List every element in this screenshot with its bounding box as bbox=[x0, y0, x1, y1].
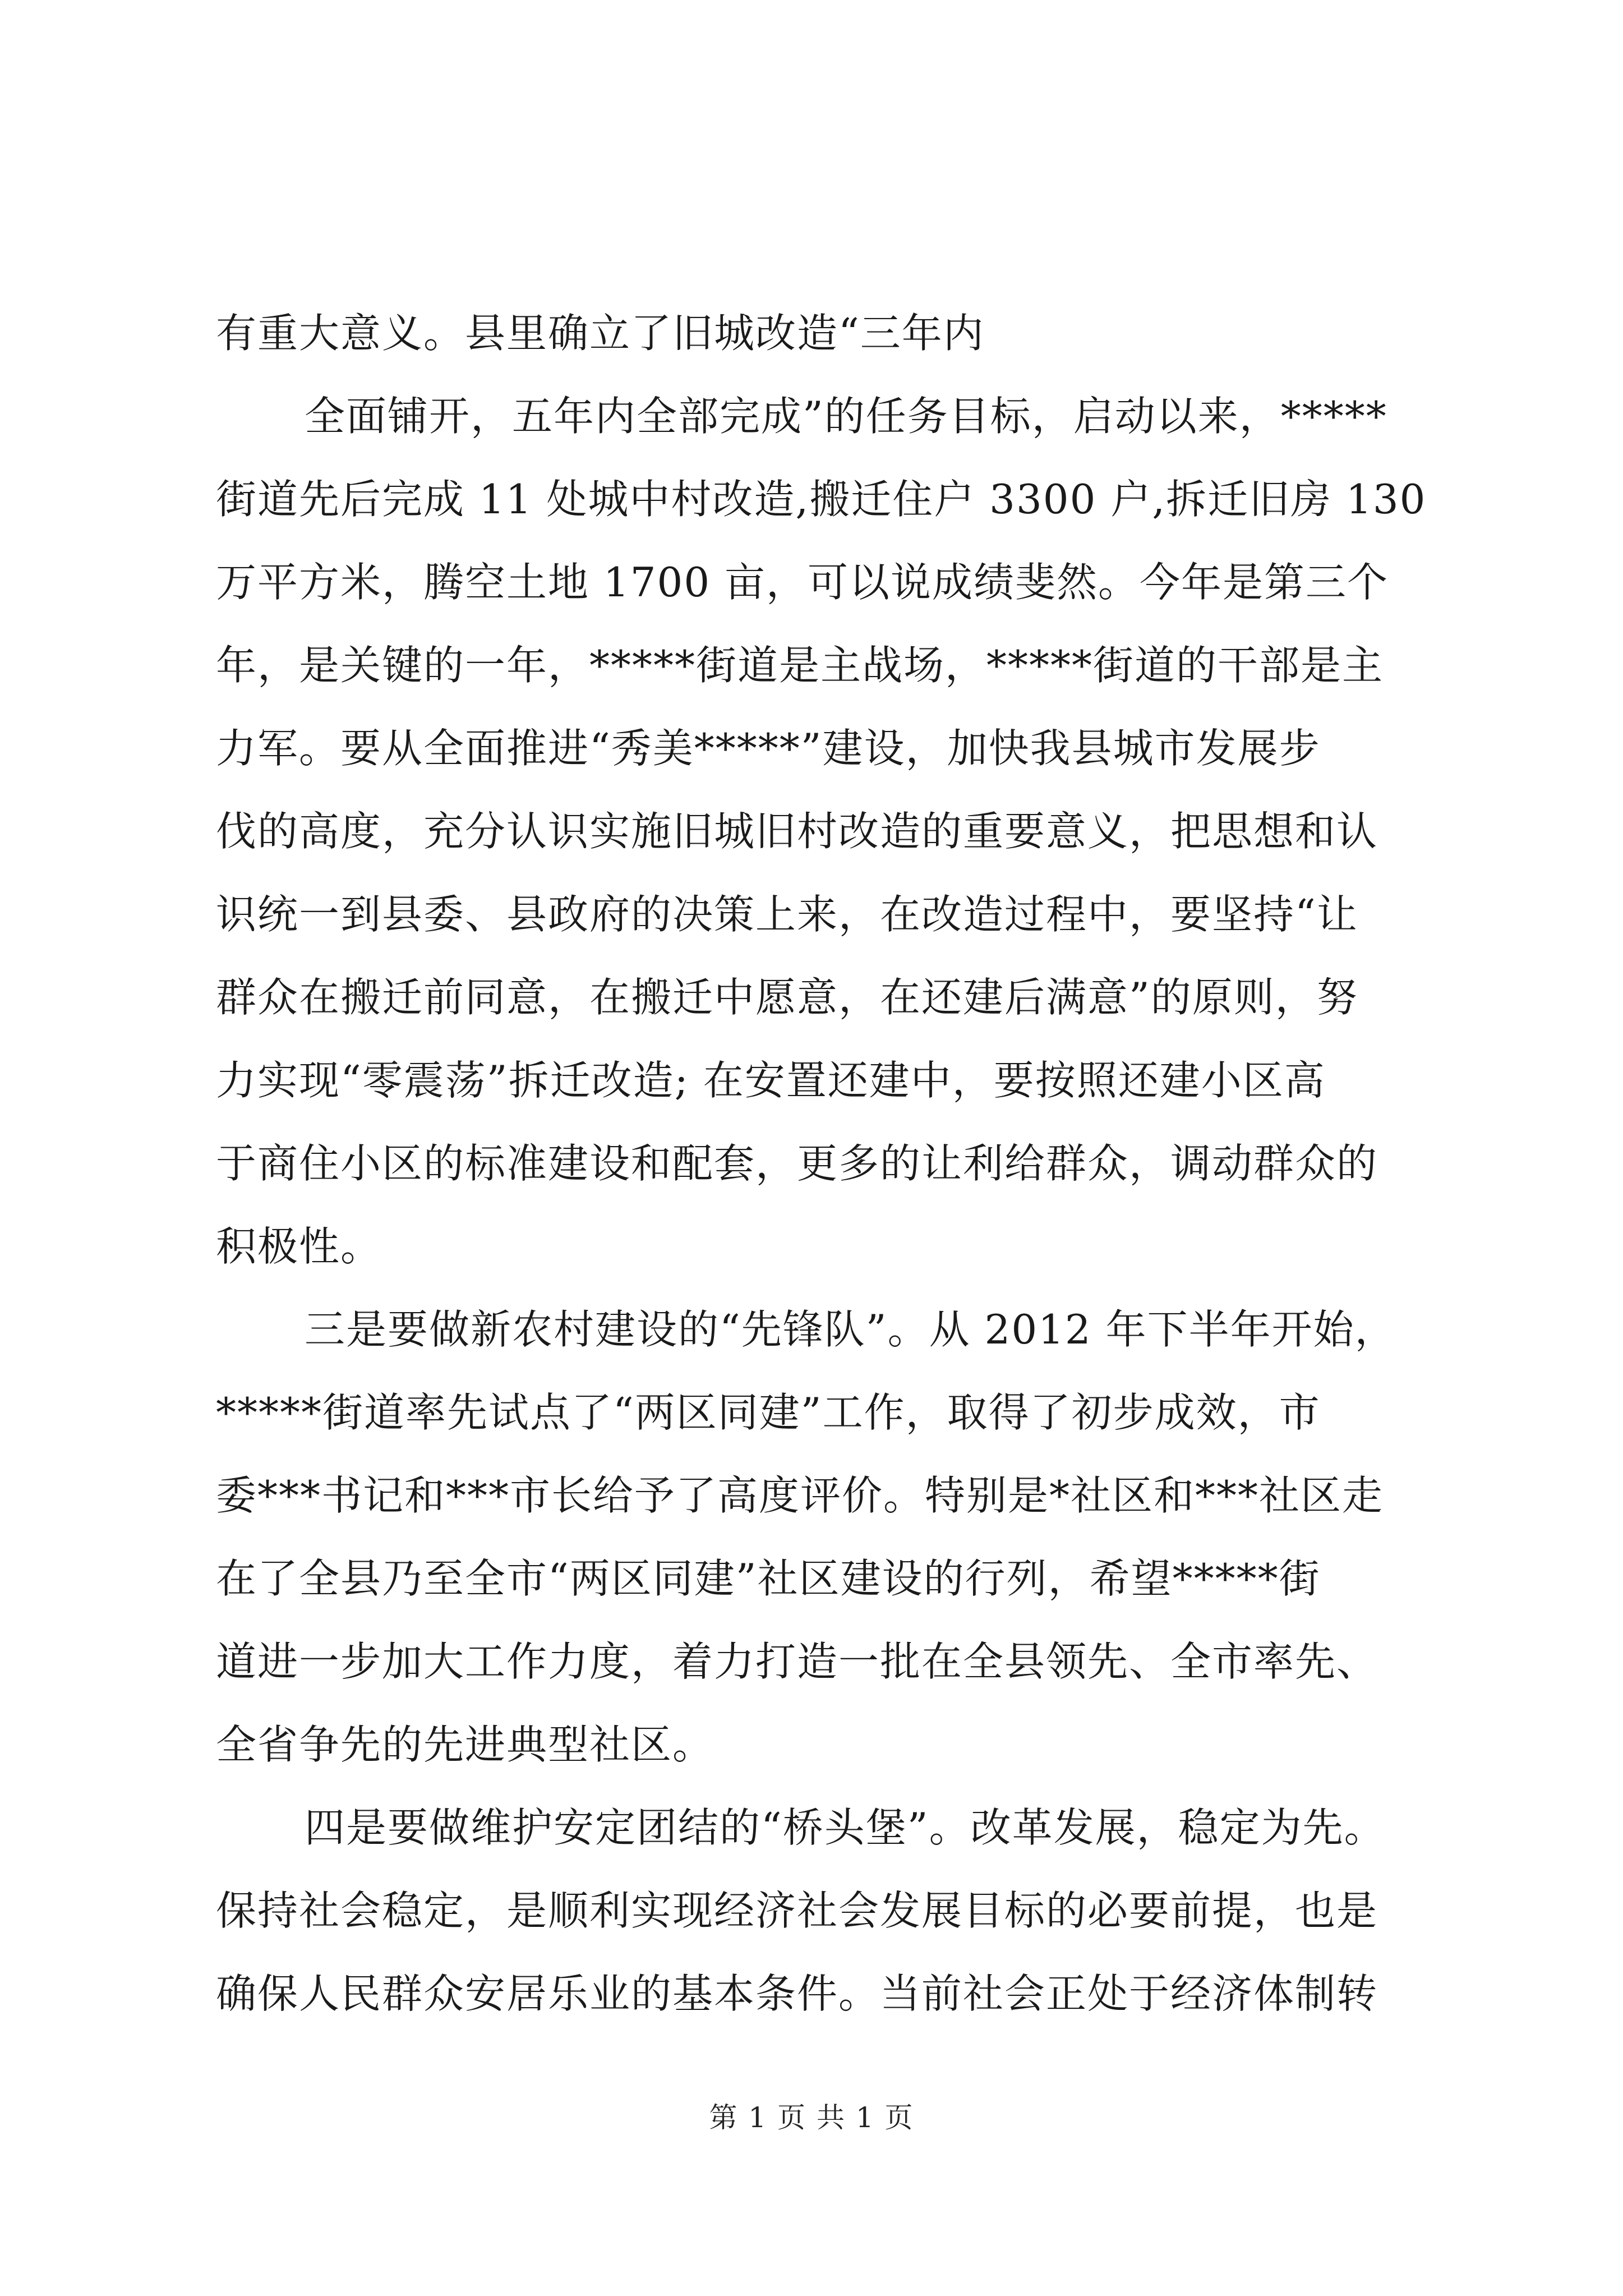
text-line-8: 识统一到县委、县政府的决策上来，在改造过程中，要坚持“让 bbox=[216, 891, 1358, 938]
text-line-13: 三是要做新农村建设的“先锋队”。从 2012 年下半年开始， bbox=[305, 1306, 1396, 1353]
text-line-9: 群众在搬迁前同意，在搬迁中愿意，在还建后满意”的原则，努 bbox=[216, 974, 1358, 1021]
text-line-15: 委***书记和***市长给予了高度评价。特别是*社区和***社区走 bbox=[216, 1472, 1384, 1519]
text-line-4: 万平方米，腾空土地 1700 亩，可以说成绩斐然。今年是第三个 bbox=[216, 559, 1389, 606]
text-line-16: 在了全县乃至全市“两区同建”社区建设的行列，希望*****街 bbox=[216, 1555, 1321, 1602]
text-line-11: 于商住小区的标准建设和配套，更多的让利给群众，调动群众的 bbox=[216, 1140, 1378, 1187]
text-line-19: 四是要做维护安定团结的“桥头堡”。改革发展，稳定为先。 bbox=[305, 1804, 1386, 1851]
text-line-20: 保持社会稳定，是顺利实现经济社会发展目标的必要前提，也是 bbox=[216, 1887, 1378, 1934]
text-line-12: 积极性。 bbox=[216, 1223, 382, 1270]
body-text bbox=[216, 292, 1444, 2035]
page-number-label: 第 1 页 共 1 页 bbox=[709, 2101, 914, 2134]
text-line-3: 街道先后完成 11 处城中村改造,搬迁住户 3300 户,拆迁旧房 130 bbox=[216, 476, 1427, 523]
page-footer bbox=[0, 2098, 1623, 2137]
text-line-18: 全省争先的先进典型社区。 bbox=[216, 1721, 714, 1768]
text-line-1: 有重大意义。县里确立了旧城改造“三年内 bbox=[216, 310, 985, 357]
text-line-6: 力军。要从全面推进“秀美*****”建设，加快我县城市发展步 bbox=[216, 725, 1321, 772]
text-line-5: 年，是关键的一年，*****街道是主战场，*****街道的干部是主 bbox=[216, 642, 1384, 689]
text-line-17: 道进一步加大工作力度，着力打造一批在全县领先、全市率先、 bbox=[216, 1638, 1378, 1685]
text-line-14: *****街道率先试点了“两区同建”工作，取得了初步成效，市 bbox=[216, 1389, 1321, 1436]
text-line-21: 确保人民群众安居乐业的基本条件。当前社会正处于经济体制转 bbox=[216, 1970, 1378, 2017]
text-line-2: 全面铺开，五年内全部完成”的任务目标，启动以来，***** bbox=[305, 393, 1387, 440]
text-line-10: 力实现“零震荡”拆迁改造; 在安置还建中，要按照还建小区高 bbox=[216, 1057, 1326, 1104]
text-line-7: 伐的高度，充分认识实施旧城旧村改造的重要意义，把思想和认 bbox=[216, 808, 1378, 855]
